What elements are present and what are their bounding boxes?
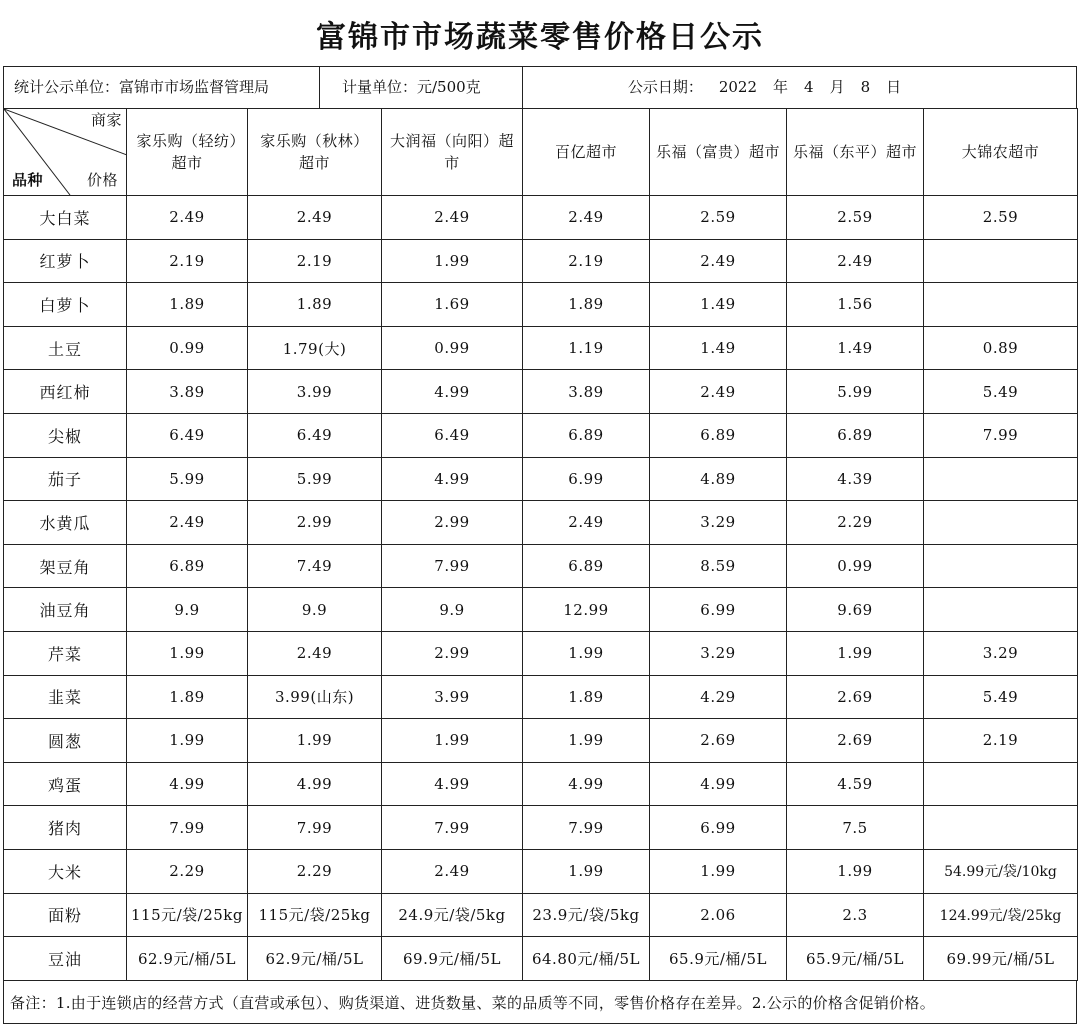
price-cell: 4.39 bbox=[787, 457, 924, 501]
store-header: 大润福（向阳）超市 bbox=[382, 109, 523, 196]
price-cell: 2.49 bbox=[787, 239, 924, 283]
price-cell: 3.99 bbox=[248, 370, 382, 414]
price-cell bbox=[924, 239, 1078, 283]
table-row bbox=[4, 631, 1078, 675]
price-cell: 3.29 bbox=[650, 631, 787, 675]
price-cell bbox=[924, 457, 1078, 501]
date-label: 公示日期： bbox=[627, 78, 703, 96]
price-cell: 2.49 bbox=[523, 501, 650, 545]
price-cell: 2.49 bbox=[650, 370, 787, 414]
table-row bbox=[4, 719, 1078, 763]
variety-name: 圆葱 bbox=[4, 719, 127, 763]
price-cell: 3.89 bbox=[523, 370, 650, 414]
date-month-suffix: 月 bbox=[829, 78, 845, 96]
price-cell: 3.29 bbox=[650, 501, 787, 545]
price-cell: 4.99 bbox=[248, 762, 382, 806]
price-cell: 2.49 bbox=[127, 501, 248, 545]
variety-name: 白萝卜 bbox=[4, 283, 127, 327]
variety-name: 面粉 bbox=[4, 893, 127, 937]
date-year-suffix: 年 bbox=[773, 78, 789, 96]
price-cell: 1.99 bbox=[127, 631, 248, 675]
variety-name: 大米 bbox=[4, 849, 127, 893]
header-row bbox=[4, 109, 1078, 196]
price-cell: 2.29 bbox=[248, 849, 382, 893]
price-cell: 0.99 bbox=[382, 326, 523, 370]
price-cell: 6.99 bbox=[650, 588, 787, 632]
price-cell: 1.99 bbox=[523, 631, 650, 675]
price-cell: 1.89 bbox=[127, 675, 248, 719]
price-cell: 5.99 bbox=[248, 457, 382, 501]
price-cell: 1.99 bbox=[523, 849, 650, 893]
table-row bbox=[4, 457, 1078, 501]
price-cell: 7.49 bbox=[248, 544, 382, 588]
price-cell: 2.49 bbox=[248, 631, 382, 675]
price-cell: 23.9元/袋/5kg bbox=[523, 893, 650, 937]
price-cell: 2.69 bbox=[787, 675, 924, 719]
price-cell: 7.99 bbox=[248, 806, 382, 850]
price-cell: 9.9 bbox=[127, 588, 248, 632]
table-row bbox=[4, 283, 1078, 327]
price-cell: 2.49 bbox=[523, 196, 650, 240]
price-cell: 2.19 bbox=[523, 239, 650, 283]
price-table bbox=[3, 108, 1078, 981]
price-cell: 2.29 bbox=[127, 849, 248, 893]
info-bar bbox=[3, 66, 1077, 109]
variety-name: 土豆 bbox=[4, 326, 127, 370]
price-cell: 3.29 bbox=[924, 631, 1078, 675]
price-cell: 4.99 bbox=[382, 762, 523, 806]
date-day-suffix: 日 bbox=[886, 78, 902, 96]
price-cell: 5.99 bbox=[787, 370, 924, 414]
table-row bbox=[4, 806, 1078, 850]
measure-unit: 计量单位：元/500克 bbox=[320, 67, 523, 108]
price-cell: 1.99 bbox=[382, 239, 523, 283]
price-cell: 2.49 bbox=[382, 196, 523, 240]
table-row bbox=[4, 501, 1078, 545]
price-cell: 2.49 bbox=[127, 196, 248, 240]
date-month: 4 bbox=[804, 78, 814, 96]
price-cell: 9.9 bbox=[382, 588, 523, 632]
price-cell: 6.89 bbox=[127, 544, 248, 588]
price-cell: 2.49 bbox=[248, 196, 382, 240]
variety-name: 猪肉 bbox=[4, 806, 127, 850]
price-cell bbox=[924, 544, 1078, 588]
table-row bbox=[4, 196, 1078, 240]
price-cell bbox=[924, 588, 1078, 632]
price-cell: 4.89 bbox=[650, 457, 787, 501]
price-cell: 1.99 bbox=[650, 849, 787, 893]
price-cell bbox=[924, 501, 1078, 545]
price-cell: 2.99 bbox=[248, 501, 382, 545]
price-cell: 2.3 bbox=[787, 893, 924, 937]
variety-name: 红萝卜 bbox=[4, 239, 127, 283]
price-cell bbox=[924, 806, 1078, 850]
price-cell: 1.89 bbox=[248, 283, 382, 327]
table-row bbox=[4, 675, 1078, 719]
table-row bbox=[4, 326, 1078, 370]
price-cell: 2.49 bbox=[382, 849, 523, 893]
variety-name: 芹菜 bbox=[4, 631, 127, 675]
variety-name: 架豆角 bbox=[4, 544, 127, 588]
price-cell: 6.99 bbox=[523, 457, 650, 501]
price-cell: 9.9 bbox=[248, 588, 382, 632]
store-header: 大锦农超市 bbox=[924, 109, 1078, 196]
price-cell: 69.9元/桶/5L bbox=[382, 937, 523, 981]
price-cell: 24.9元/袋/5kg bbox=[382, 893, 523, 937]
table-row bbox=[4, 762, 1078, 806]
price-cell: 4.99 bbox=[382, 457, 523, 501]
price-cell: 1.19 bbox=[523, 326, 650, 370]
price-cell: 115元/袋/25kg bbox=[248, 893, 382, 937]
price-cell: 4.99 bbox=[127, 762, 248, 806]
price-cell: 124.99元/袋/25kg bbox=[924, 893, 1078, 937]
price-cell: 6.89 bbox=[523, 413, 650, 457]
price-cell: 1.49 bbox=[650, 326, 787, 370]
statistics-unit: 统计公示单位：富锦市市场监督管理局 bbox=[4, 67, 320, 108]
price-cell: 2.06 bbox=[650, 893, 787, 937]
price-cell: 65.9元/桶/5L bbox=[650, 937, 787, 981]
price-cell: 1.89 bbox=[523, 283, 650, 327]
price-cell: 1.89 bbox=[523, 675, 650, 719]
table-row bbox=[4, 544, 1078, 588]
table-row bbox=[4, 370, 1078, 414]
price-cell: 1.99 bbox=[127, 719, 248, 763]
price-cell: 2.19 bbox=[924, 719, 1078, 763]
variety-name: 西红柿 bbox=[4, 370, 127, 414]
price-cell: 4.99 bbox=[523, 762, 650, 806]
store-header: 家乐购（轻纺）超市 bbox=[127, 109, 248, 196]
price-cell: 2.29 bbox=[787, 501, 924, 545]
variety-name: 大白菜 bbox=[4, 196, 127, 240]
table-row bbox=[4, 849, 1078, 893]
price-cell: 2.69 bbox=[787, 719, 924, 763]
price-cell: 2.59 bbox=[650, 196, 787, 240]
variety-name: 韭菜 bbox=[4, 675, 127, 719]
price-cell: 1.99 bbox=[787, 631, 924, 675]
price-cell: 65.9元/桶/5L bbox=[787, 937, 924, 981]
price-cell: 7.99 bbox=[523, 806, 650, 850]
price-cell: 12.99 bbox=[523, 588, 650, 632]
price-cell: 6.89 bbox=[523, 544, 650, 588]
price-cell: 2.19 bbox=[248, 239, 382, 283]
price-cell: 2.99 bbox=[382, 501, 523, 545]
price-cell: 1.49 bbox=[787, 326, 924, 370]
price-cell: 1.69 bbox=[382, 283, 523, 327]
variety-name: 水黄瓜 bbox=[4, 501, 127, 545]
price-cell: 64.80元/桶/5L bbox=[523, 937, 650, 981]
page-title: 富锦市市场蔬菜零售价格日公示 bbox=[316, 20, 764, 55]
store-header: 百亿超市 bbox=[523, 109, 650, 196]
merchant-label: 商家 bbox=[90, 111, 122, 129]
price-cell: 0.99 bbox=[787, 544, 924, 588]
price-sheet bbox=[3, 66, 1077, 1021]
price-cell: 6.89 bbox=[650, 413, 787, 457]
table-row bbox=[4, 413, 1078, 457]
price-cell: 0.89 bbox=[924, 326, 1078, 370]
price-cell: 7.99 bbox=[382, 544, 523, 588]
date-year: 2022 bbox=[718, 78, 758, 96]
price-cell: 54.99元/袋/10kg bbox=[924, 849, 1078, 893]
price-cell: 2.99 bbox=[382, 631, 523, 675]
price-cell: 1.99 bbox=[382, 719, 523, 763]
price-cell: 7.5 bbox=[787, 806, 924, 850]
price-cell: 4.99 bbox=[650, 762, 787, 806]
price-cell: 1.99 bbox=[248, 719, 382, 763]
date-day: 8 bbox=[860, 78, 871, 96]
diagonal-header-cell bbox=[4, 109, 127, 196]
variety-name: 油豆角 bbox=[4, 588, 127, 632]
price-cell: 7.99 bbox=[127, 806, 248, 850]
price-cell: 2.59 bbox=[787, 196, 924, 240]
price-cell: 1.99 bbox=[523, 719, 650, 763]
remarks-note: 备注：1.由于连锁店的经营方式（直营或承包）、购货渠道、进货数量、菜的品质等不同，零售价格存在差异。2.公示的价格含促销价格。 bbox=[3, 980, 1077, 1024]
price-cell: 4.29 bbox=[650, 675, 787, 719]
price-cell: 6.49 bbox=[127, 413, 248, 457]
price-cell: 5.99 bbox=[127, 457, 248, 501]
price-cell: 6.89 bbox=[787, 413, 924, 457]
price-cell bbox=[924, 283, 1078, 327]
publish-date bbox=[523, 67, 1076, 108]
price-cell: 2.59 bbox=[924, 196, 1078, 240]
price-cell: 1.79(大) bbox=[248, 326, 382, 370]
store-header: 家乐购（秋林）超市 bbox=[248, 109, 382, 196]
price-cell: 3.99(山东) bbox=[248, 675, 382, 719]
price-cell: 0.99 bbox=[127, 326, 248, 370]
price-cell: 6.99 bbox=[650, 806, 787, 850]
table-row bbox=[4, 937, 1078, 981]
variety-name: 尖椒 bbox=[4, 413, 127, 457]
price-cell: 1.56 bbox=[787, 283, 924, 327]
price-cell: 69.99元/桶/5L bbox=[924, 937, 1078, 981]
price-cell: 1.99 bbox=[787, 849, 924, 893]
price-cell: 5.49 bbox=[924, 675, 1078, 719]
price-cell bbox=[924, 762, 1078, 806]
variety-name: 鸡蛋 bbox=[4, 762, 127, 806]
price-cell: 7.99 bbox=[382, 806, 523, 850]
price-cell: 2.69 bbox=[650, 719, 787, 763]
price-cell: 3.99 bbox=[382, 675, 523, 719]
price-cell: 115元/袋/25kg bbox=[127, 893, 248, 937]
table-row bbox=[4, 893, 1078, 937]
table-row bbox=[4, 239, 1078, 283]
variety-name: 豆油 bbox=[4, 937, 127, 981]
store-header: 乐福（富贵）超市 bbox=[650, 109, 787, 196]
variety-label: 品种 bbox=[12, 171, 44, 189]
price-cell: 6.49 bbox=[382, 413, 523, 457]
price-cell: 62.9元/桶/5L bbox=[127, 937, 248, 981]
price-cell: 1.89 bbox=[127, 283, 248, 327]
price-cell: 1.49 bbox=[650, 283, 787, 327]
variety-name: 茄子 bbox=[4, 457, 127, 501]
store-header: 乐福（东平）超市 bbox=[787, 109, 924, 196]
price-cell: 9.69 bbox=[787, 588, 924, 632]
price-cell: 2.19 bbox=[127, 239, 248, 283]
price-cell: 2.49 bbox=[650, 239, 787, 283]
price-cell: 7.99 bbox=[924, 413, 1078, 457]
price-cell: 4.99 bbox=[382, 370, 523, 414]
price-cell: 4.59 bbox=[787, 762, 924, 806]
table-row bbox=[4, 588, 1078, 632]
price-cell: 5.49 bbox=[924, 370, 1078, 414]
price-cell: 8.59 bbox=[650, 544, 787, 588]
price-cell: 3.89 bbox=[127, 370, 248, 414]
price-label: 价格 bbox=[86, 171, 118, 189]
price-cell: 6.49 bbox=[248, 413, 382, 457]
price-cell: 62.9元/桶/5L bbox=[248, 937, 382, 981]
